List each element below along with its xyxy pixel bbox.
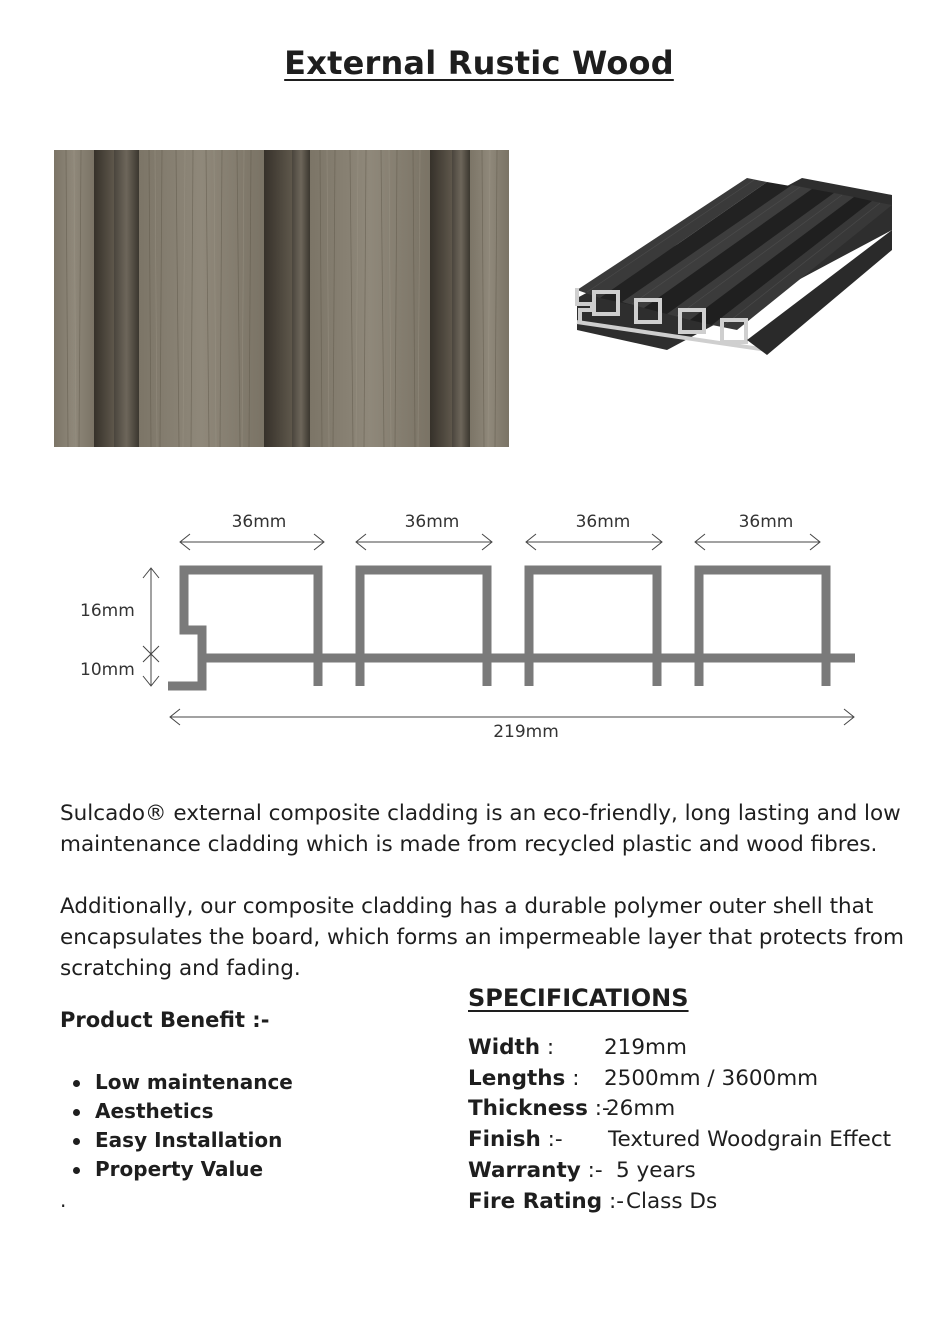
benefits-list xyxy=(60,1068,293,1184)
description-paragraph-2: Additionally, our composite cladding has a durable polymer outer shell that encapsulates the board, which forms an impermeable layer that protects from scratching and fading. xyxy=(60,894,905,981)
dim-width-2: 36mm xyxy=(404,512,460,532)
dim-width-3: 36mm xyxy=(575,512,631,532)
list-item: Property Value xyxy=(60,1155,293,1184)
list-item: Low maintenance xyxy=(60,1068,293,1097)
spec-row-warranty: Warranty :- 5 years xyxy=(468,1158,696,1183)
benefits-heading: Product Benefit :- xyxy=(60,1008,270,1032)
spec-row-lengths: Lengths : 2500mm / 3600mm xyxy=(468,1066,819,1091)
spec-row-fire-rating: Fire Rating :- Class Ds xyxy=(468,1189,718,1214)
trailing-dot: . xyxy=(60,1188,67,1212)
dim-height-lower: 10mm xyxy=(80,660,135,680)
spec-row-finish: Finish :- Textured Woodgrain Effect xyxy=(468,1127,892,1152)
wood-texture-photo xyxy=(54,150,509,447)
specifications-heading: SPECIFICATIONS xyxy=(468,984,689,1012)
profile-dimension-diagram xyxy=(60,500,880,750)
cladding-profile-render xyxy=(572,170,902,370)
dim-total-width: 219mm xyxy=(493,722,559,742)
bullet-icon xyxy=(73,1138,80,1145)
dim-width-1: 36mm xyxy=(231,512,287,532)
list-item: Easy Installation xyxy=(60,1126,293,1155)
page-title: External Rustic Wood xyxy=(284,44,674,82)
bullet-icon xyxy=(73,1167,80,1174)
description-paragraph-1: Sulcado® external composite cladding is an eco-friendly, long lasting and low maintenance cladding which is made from recycled plastic and wood fibres. xyxy=(60,801,901,857)
spec-row-width: Width : 219mm xyxy=(468,1035,687,1060)
dim-height-upper: 16mm xyxy=(80,601,135,621)
list-item: Aesthetics xyxy=(60,1097,293,1126)
dim-width-4: 36mm xyxy=(738,512,794,532)
bullet-icon xyxy=(73,1109,80,1116)
spec-row-thickness: Thickness :- 26mm xyxy=(468,1096,676,1121)
bullet-icon xyxy=(73,1080,80,1087)
